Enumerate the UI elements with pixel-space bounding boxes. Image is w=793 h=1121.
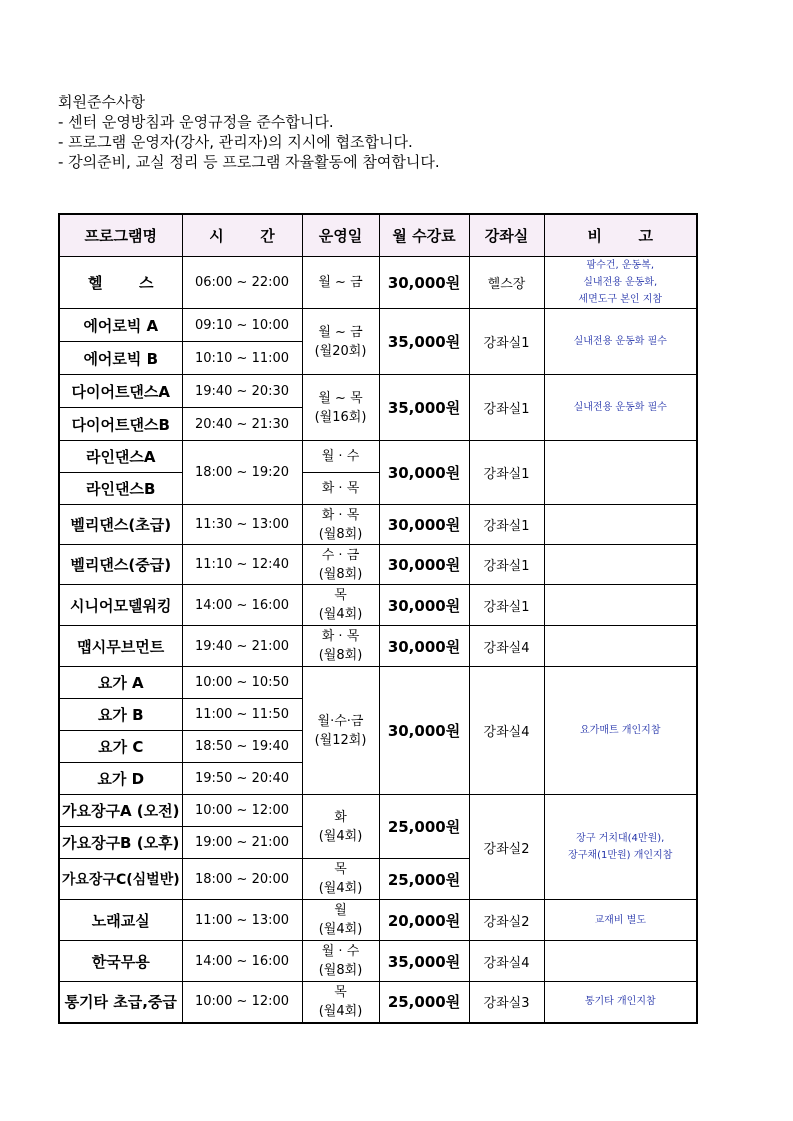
- days-line: 화: [334, 809, 347, 825]
- program-room: 강좌실4: [469, 941, 544, 982]
- program-note: 실내전용 운동화 필수: [544, 375, 697, 441]
- program-time: 09:10 ~ 10:00: [182, 309, 302, 342]
- program-room: 헬스장: [469, 257, 544, 309]
- program-room: 강좌실1: [469, 309, 544, 375]
- table-row: [59, 309, 697, 342]
- program-days: 화 · 목: [302, 473, 379, 505]
- days-line: (월8회): [318, 526, 363, 542]
- days-line: (월8회): [318, 566, 363, 582]
- program-days: [302, 585, 379, 626]
- program-fee: 30,000원: [379, 505, 469, 545]
- program-name: 맵시무브먼트: [59, 626, 182, 667]
- days-line: (월4회): [318, 607, 363, 622]
- program-time: 19:40 ~ 21:00: [182, 626, 302, 667]
- program-time: 19:00 ~ 21:00: [182, 827, 302, 859]
- program-name: 노래교실: [59, 900, 182, 941]
- program-time: 10:00 ~ 12:00: [182, 982, 302, 1023]
- program-note: [544, 257, 697, 309]
- program-days: 월 ~ 금: [302, 257, 379, 309]
- program-room: 강좌실1: [469, 585, 544, 626]
- program-days: [302, 309, 379, 375]
- member-rules: [58, 92, 440, 172]
- days-line: (월4회): [318, 1003, 363, 1019]
- program-fee: 35,000원: [379, 941, 469, 982]
- program-days: [302, 667, 379, 795]
- program-days: [302, 545, 379, 585]
- program-room: 강좌실1: [469, 545, 544, 585]
- program-room: 강좌실4: [469, 626, 544, 667]
- program-name: 통기타 초급,중급: [59, 982, 182, 1023]
- program-schedule-table: [58, 213, 698, 1024]
- program-name: 다이어트댄스B: [59, 408, 182, 441]
- program-days: 월 · 수: [302, 441, 379, 473]
- program-note: 교재비 별도: [544, 900, 697, 941]
- program-fee: 20,000원: [379, 900, 469, 941]
- program-time: 19:40 ~ 20:30: [182, 375, 302, 408]
- program-name: 에어로빅 A: [59, 309, 182, 342]
- program-note: [544, 505, 697, 545]
- days-line: 수 · 금: [321, 547, 360, 563]
- days-line: (월4회): [318, 828, 363, 844]
- days-line: (월20회): [314, 343, 367, 359]
- program-note: [544, 545, 697, 585]
- program-name: 에어로빅 B: [59, 342, 182, 375]
- program-room: 강좌실1: [469, 505, 544, 545]
- note-line: 장구 거치대(4만원),: [576, 833, 665, 844]
- header-program: 프로그램명: [59, 214, 182, 257]
- program-days: [302, 375, 379, 441]
- program-room: 강좌실1: [469, 441, 544, 505]
- program-time: 19:50 ~ 20:40: [182, 763, 302, 795]
- days-line: (월12회): [314, 732, 367, 748]
- header-days: 운영일: [302, 214, 379, 257]
- table-row: [59, 257, 697, 309]
- days-line: 화 · 목: [321, 507, 360, 523]
- note-line: 실내전용 운동화,: [583, 277, 658, 288]
- program-time: 10:10 ~ 11:00: [182, 342, 302, 375]
- program-fee: 30,000원: [379, 441, 469, 505]
- program-note: 통기타 개인지참: [544, 982, 697, 1023]
- program-days: [302, 795, 379, 859]
- program-fee: 35,000원: [379, 375, 469, 441]
- program-note: 실내전용 운동화 필수: [544, 309, 697, 375]
- table-row: [59, 667, 697, 699]
- program-days: [302, 941, 379, 982]
- rule-item: - 프로그램 운영자(강사, 관리자)의 지시에 협조합니다.: [58, 133, 413, 151]
- days-line: 목: [334, 984, 347, 1000]
- table-row: [59, 982, 697, 1023]
- table-row: [59, 441, 697, 473]
- days-line: 월·수·금: [317, 713, 364, 729]
- program-fee: 25,000원: [379, 982, 469, 1023]
- table-row: [59, 375, 697, 408]
- program-name: 다이어트댄스A: [59, 375, 182, 408]
- table-row: [59, 626, 697, 667]
- program-name: 헬 스: [59, 257, 182, 309]
- days-line: 화 · 목: [321, 629, 360, 644]
- program-time: 10:00 ~ 12:00: [182, 795, 302, 827]
- program-room: 강좌실2: [469, 900, 544, 941]
- table-header-row: [59, 214, 697, 257]
- program-time: 10:00 ~ 10:50: [182, 667, 302, 699]
- program-room: 강좌실3: [469, 982, 544, 1023]
- program-days: [302, 982, 379, 1023]
- program-room: 강좌실2: [469, 795, 544, 900]
- days-line: (월16회): [314, 409, 367, 425]
- program-time: 18:00 ~ 19:20: [182, 441, 302, 505]
- rules-title: 회원준수사항: [58, 93, 145, 111]
- days-line: (월4회): [318, 881, 363, 896]
- days-line: 목: [334, 862, 347, 877]
- program-name: 벨리댄스(초급): [59, 505, 182, 545]
- table-row: [59, 585, 697, 626]
- program-fee: 25,000원: [379, 795, 469, 859]
- program-fee: 30,000원: [379, 585, 469, 626]
- program-room: 강좌실4: [469, 667, 544, 795]
- program-days: [302, 859, 379, 900]
- program-name: 라인댄스A: [59, 441, 182, 473]
- days-line: (월8회): [318, 963, 363, 978]
- table-row: [59, 941, 697, 982]
- program-name: 요가 A: [59, 667, 182, 699]
- header-room: 강좌실: [469, 214, 544, 257]
- program-name: 한국무용: [59, 941, 182, 982]
- program-time: 18:00 ~ 20:00: [182, 859, 302, 900]
- program-note: [544, 626, 697, 667]
- program-time: 06:00 ~ 22:00: [182, 257, 302, 309]
- program-days: [302, 505, 379, 545]
- table-row: [59, 505, 697, 545]
- program-name: 가요장구B (오후): [59, 827, 182, 859]
- program-name: 벨리댄스(중급): [59, 545, 182, 585]
- program-time: 11:00 ~ 11:50: [182, 699, 302, 731]
- rule-item: - 센터 운영방침과 운영규정을 준수합니다.: [58, 113, 334, 131]
- program-time: 14:00 ~ 16:00: [182, 941, 302, 982]
- note-line: 장구채(1만원) 개인지참: [568, 850, 673, 861]
- program-name: 라인댄스B: [59, 473, 182, 505]
- table-row: [59, 795, 697, 827]
- program-note: 요가매트 개인지참: [544, 667, 697, 795]
- note-line: 팜수건, 운동복,: [586, 260, 654, 271]
- header-time: 시 간: [182, 214, 302, 257]
- days-line: 월 · 수: [321, 944, 360, 959]
- program-name: 요가 D: [59, 763, 182, 795]
- program-time: 20:40 ~ 21:30: [182, 408, 302, 441]
- program-fee: 30,000원: [379, 667, 469, 795]
- program-time: 11:10 ~ 12:40: [182, 545, 302, 585]
- rule-item: - 강의준비, 교실 정리 등 프로그램 자율활동에 참여합니다.: [58, 153, 440, 171]
- program-fee: 35,000원: [379, 309, 469, 375]
- program-name: 가요장구A (오전): [59, 795, 182, 827]
- program-note: [544, 795, 697, 900]
- program-name: 요가 C: [59, 731, 182, 763]
- days-line: (월8회): [318, 648, 363, 663]
- program-time: 18:50 ~ 19:40: [182, 731, 302, 763]
- days-line: 월: [334, 903, 347, 918]
- program-fee: 25,000원: [379, 859, 469, 900]
- days-line: (월4회): [318, 922, 363, 937]
- program-days: [302, 626, 379, 667]
- note-line: 세면도구 본인 지참: [578, 294, 663, 305]
- program-name: 시니어모델워킹: [59, 585, 182, 626]
- days-line: 목: [334, 588, 347, 603]
- header-fee: 월 수강료: [379, 214, 469, 257]
- days-line: 월 ~ 목: [318, 390, 363, 406]
- program-room: 강좌실1: [469, 375, 544, 441]
- program-name: 가요장구C(심벌반): [59, 859, 182, 900]
- program-fee: 30,000원: [379, 626, 469, 667]
- table-row: [59, 545, 697, 585]
- program-name: 요가 B: [59, 699, 182, 731]
- program-time: 11:00 ~ 13:00: [182, 900, 302, 941]
- header-note: 비 고: [544, 214, 697, 257]
- program-days: [302, 900, 379, 941]
- program-fee: 30,000원: [379, 545, 469, 585]
- program-note: [544, 585, 697, 626]
- program-time: 14:00 ~ 16:00: [182, 585, 302, 626]
- program-note: [544, 441, 697, 505]
- days-line: 월 ~ 금: [318, 324, 363, 340]
- program-note: [544, 941, 697, 982]
- table-row: [59, 900, 697, 941]
- program-fee: 30,000원: [379, 257, 469, 309]
- program-time: 11:30 ~ 13:00: [182, 505, 302, 545]
